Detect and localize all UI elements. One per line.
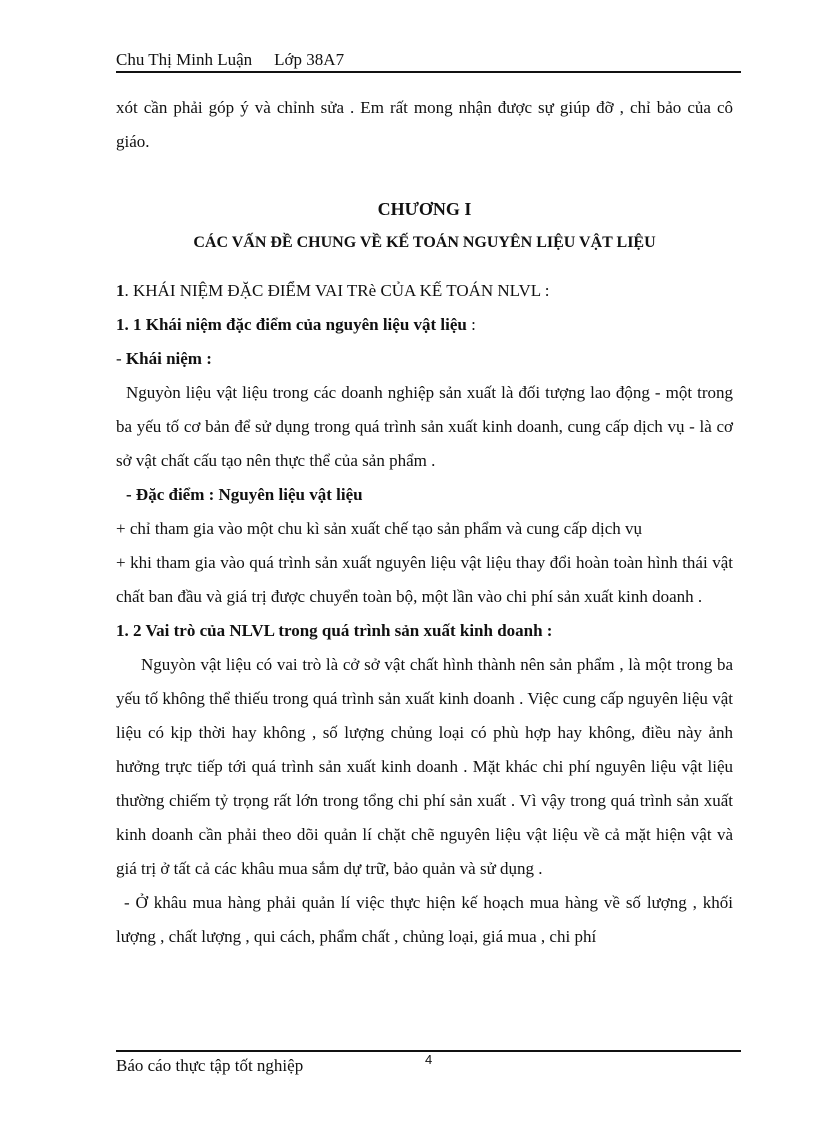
subsection-1-1-title: 1. 1 Khái niệm đặc điểm của nguyên liệu vật liệu [116, 315, 467, 334]
dac-diem-heading: - Đặc điểm : Nguyên liệu vật liệu [126, 485, 363, 504]
section-1-number: 1 [116, 281, 125, 300]
khai-niem-paragraph: Nguyòn liệu vật liệu trong các doanh nghiệp sản xuất là đối tượng lao động - một trong ba yếu tố cơ bản để sử dụng trong quá trình sản xuất kinh doanh, cung cấp dịch vụ - là cơ sở vật chất cấu tạo nên thực thể của sản phẩm . [116, 383, 733, 470]
subsection-1-2-heading: 1. 2 Vai trò của NLVL trong quá trình sản xuất kinh doanh : [116, 621, 553, 640]
bullet-item-1: + chỉ tham gia vào một chu kì sản xuất chế tạo sản phẩm và cung cấp dịch vụ [116, 519, 643, 538]
page-number: 4 [425, 1052, 433, 1067]
section-1-heading [116, 274, 733, 308]
vai-tro-paragraph: Nguyòn vật liệu có vai trò là cở sở vật chất hình thành nên sản phẩm , là một trong ba yếu tố không thể thiếu trong quá trình sản xuất kinh doanh . Việc cung cấp nguyên liệu vật liệu có kịp thời hay không , số lượng chủng loại có phù hợp hay không, điều này ảnh hưởng trực tiếp tới quá trình sản xuất kinh doanh . Mặt khác chi phí nguyên liệu vật liệu thường chiếm tỷ trọng rất lớn trong tổng chi phí sản xuất . Vì vậy trong quá trình sản xuất kinh doanh cần phải theo dõi quản lí chặt chẽ nguyên liệu vật liệu về cả mặt hiện vật và giá trị ở tất cả các khâu mua sắm dự trữ, bảo quản và sử dụng . [116, 655, 733, 878]
subsection-1-1-heading [116, 308, 733, 342]
footer-title: Báo cáo thực tập tốt nghiệp [116, 1056, 304, 1075]
intro-paragraph: xót cần phải góp ý và chỉnh sửa . Em rất mong nhận được sự giúp đỡ , chỉ bảo của cô giáo. [116, 98, 733, 151]
subsection-1-1-colon: : [466, 315, 476, 334]
header-author: Chu Thị Minh Luận [116, 50, 253, 69]
chapter-title: CÁC VẤN ĐỀ CHUNG VỀ KẾ TOÁN NGUYÊN LIỆU VẬT LIỆU [193, 234, 656, 251]
bullet-item-2: + khi tham gia vào quá trình sản xuất nguyên liệu vật liệu thay đổi hoàn toàn hình thái vật chất ban đầu và giá trị được chuyển toàn bộ, một lần vào chi phí sản xuất kinh doanh . [116, 553, 733, 606]
mua-hang-paragraph: - Ở khâu mua hàng phải quản lí việc thực hiện kế hoạch mua hàng về số lượng , khối lượng , chất lượng , qui cách, phẩm chất , chủng loại, giá mua , chi phí [116, 893, 733, 946]
page-header [116, 49, 740, 71]
header-class: Lớp 38A7 [274, 50, 345, 69]
chapter-label: CHƯƠNG I [377, 199, 472, 219]
khai-niem-heading [116, 342, 733, 376]
khai-niem-label: Khái niệm : [125, 349, 212, 368]
header-rule [116, 71, 741, 73]
khai-niem-dash: - [116, 349, 126, 368]
section-1-title: . KHÁI NIỆM ĐẶC ĐIỂM VAI TRè CỦA KẾ TOÁN NLVL : [124, 281, 550, 300]
page-body [116, 91, 733, 954]
